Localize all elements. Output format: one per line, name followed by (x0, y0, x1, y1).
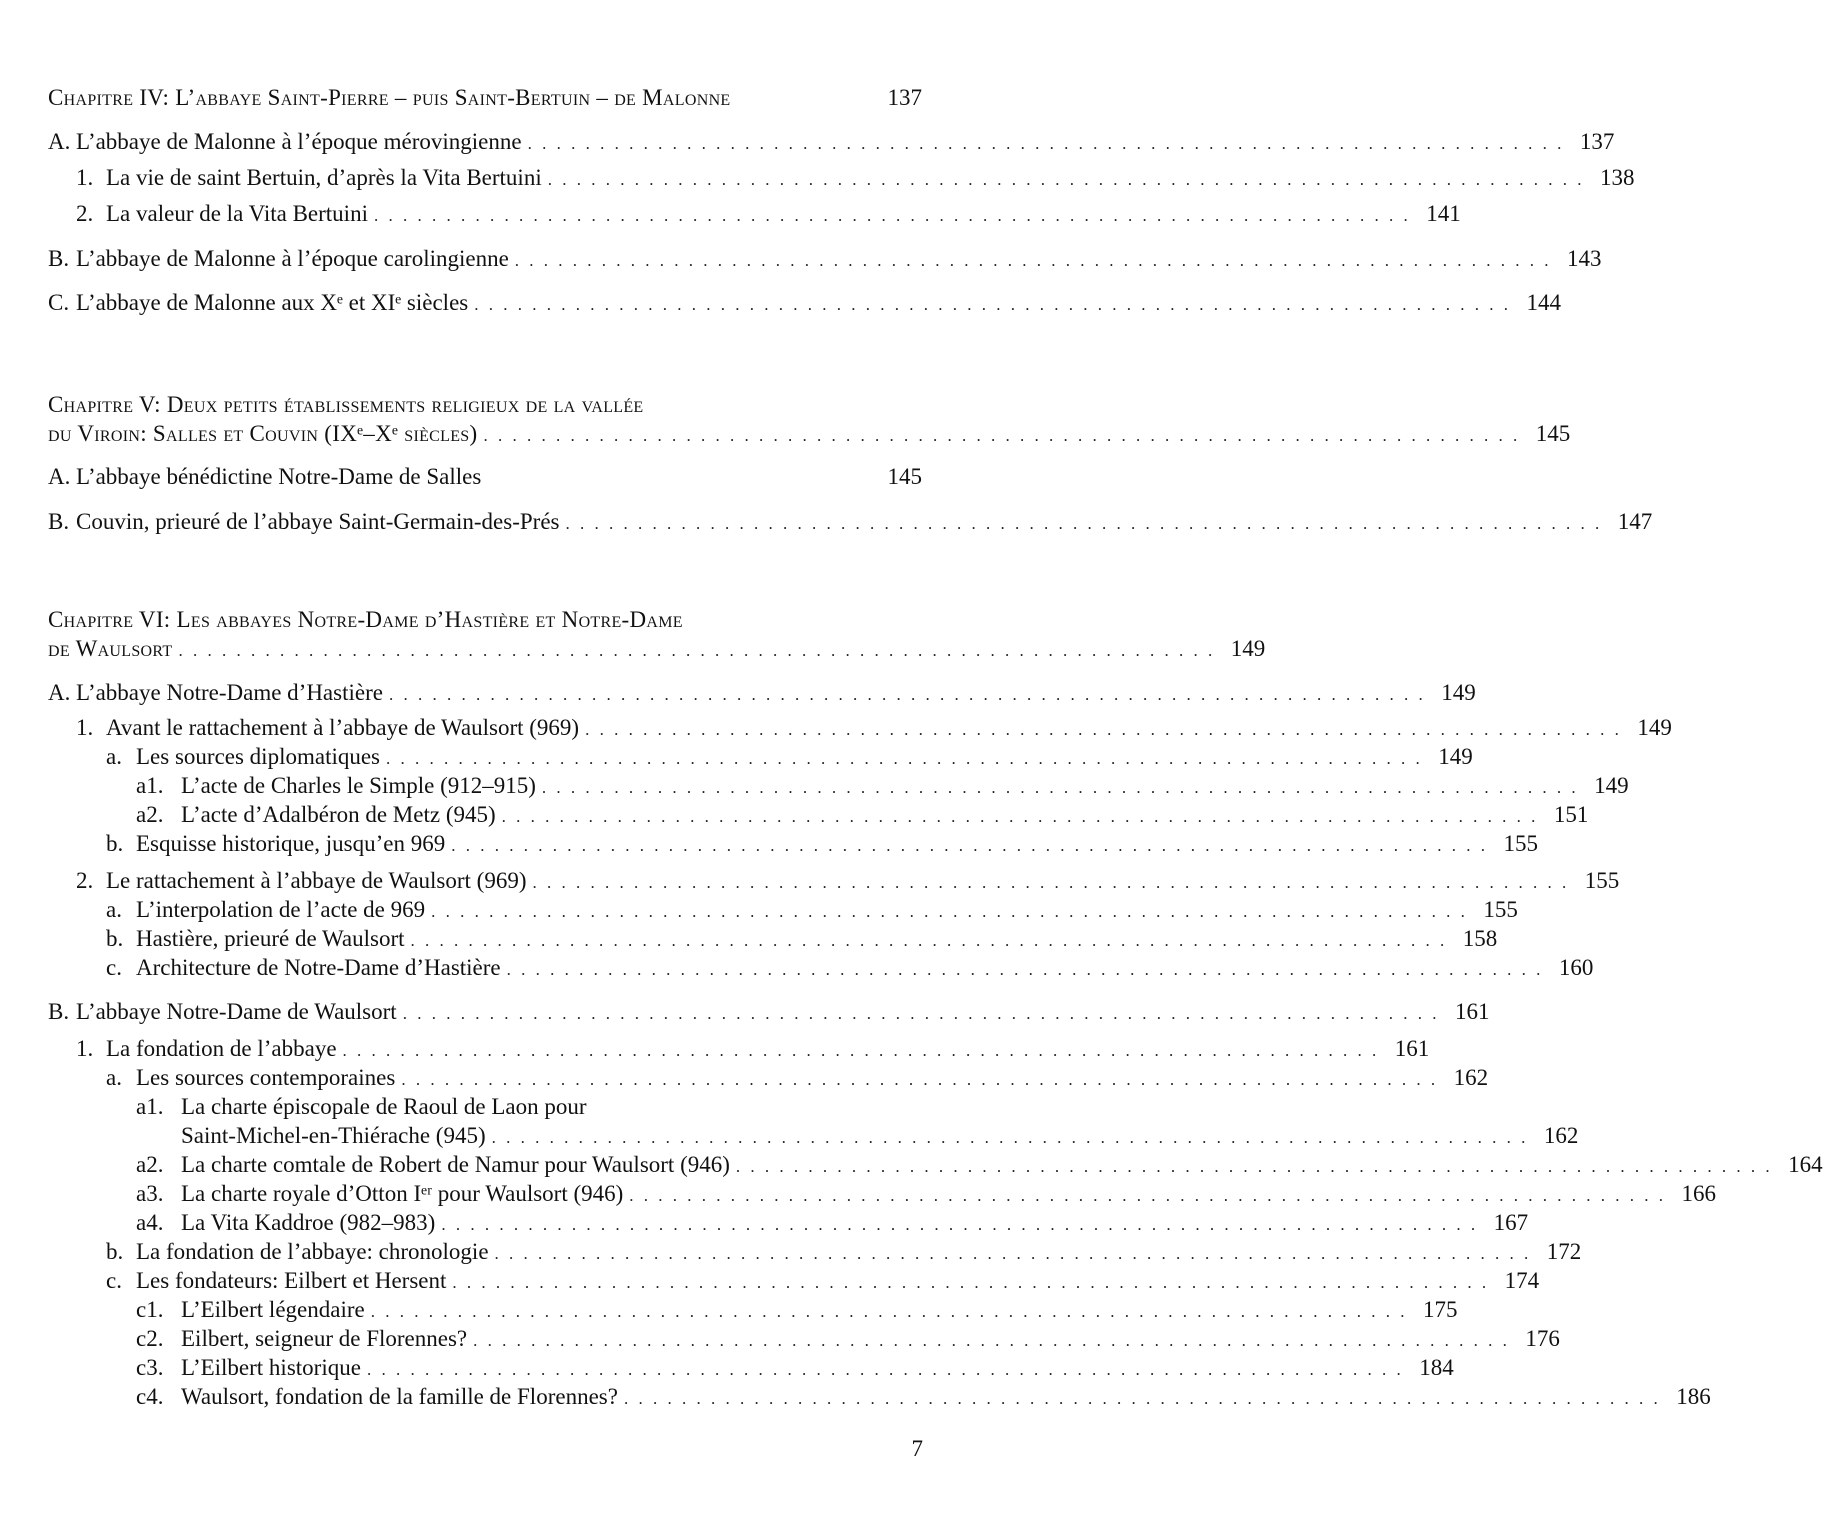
toc-page-number: 144 (1526, 290, 1561, 315)
toc-entry (136, 1295, 1458, 1325)
dot-leader: . . . . . . . . . . . . . . . . . . . . . . . . . . . . . . . . . . . . . . . . . . . . . . . . . . . . . . . . . . . . . . . . . . . . . . . . (473, 1331, 1510, 1350)
toc-entry (136, 1179, 1717, 1209)
toc-entry-title: Le rattachement à l’abbaye de Waulsort (969) (106, 868, 527, 893)
toc-entry-title: L’abbaye Notre-Dame de Waulsort (76, 999, 397, 1024)
toc-chapter-heading (48, 605, 922, 635)
toc-page-number: 138 (1599, 165, 1635, 190)
toc-entry (48, 127, 1615, 157)
toc-entry-label: b. (106, 926, 124, 951)
toc-entry-label: c. (106, 1268, 122, 1293)
toc-entry-title: L’interpolation de l’acte de 969 (136, 897, 426, 922)
dot-leader: . . . . . . . . . . . . . . . . . . . . . . . . . . . . . . . . . . . . . . . . . . . . . . . . . . . . . . . . . . . . . . . . . . . . . . . . (565, 514, 1603, 533)
dot-leader: . . . . . . . . . . . . . . . . . . . . . . . . . . . . . . . . . . . . . . . . . . . . . . . . . . . . . . . . . . . . . . . . . . . . . . . . (501, 807, 1539, 826)
toc-entry-label: 1. (76, 1036, 94, 1061)
toc-page-number: 166 (1681, 1181, 1717, 1206)
toc-page-number: 155 (1503, 831, 1538, 856)
dot-leader: . . . . . . . . . . . . . . . . . . . . . . . . . . . . . . . . . . . . . . . . . . . . . . . . . . . . . . . . . . . . . . . . . . . . . . . . (541, 778, 1579, 797)
toc-page-number: 137 (1579, 129, 1615, 154)
toc-entry-title: La charte épiscopale de Raoul de Laon pour (181, 1094, 587, 1119)
toc-entry (48, 997, 1490, 1027)
toc-chapter-heading (48, 83, 922, 113)
toc-page-number: 160 (1558, 955, 1594, 980)
toc-page-number: 162 (1543, 1123, 1579, 1148)
toc-entry-label: B. (48, 246, 70, 271)
toc-page-number: 137 (887, 85, 922, 110)
toc-entry (76, 866, 1620, 896)
toc-entry-label: a3. (136, 1181, 164, 1206)
toc-entry (106, 742, 1473, 772)
toc-entry (48, 244, 1602, 274)
toc-entry-title: Chapitre IV: L’abbaye Saint-Pierre – puis Saint-Bertuin – de Malonne (48, 85, 731, 110)
toc-entry (106, 953, 1594, 983)
dot-leader: . . . . . . . . . . . . . . . . . . . . . . . . . . . . . . . . . . . . . . . . . . . . . . . . . . . . . . . . . . . . . . . . . . . . . . . . (527, 134, 1565, 153)
toc-entry (136, 1092, 922, 1122)
toc-page-number: 149 (1637, 715, 1672, 740)
dot-leader: . . . . . . . . . . . . . . . . . . . . . . . . . . . . . . . . . . . . . . . . . . . . . . . . . . . . . . . . . . . . . . . . . . . . . . . . (386, 749, 1423, 768)
toc-entry-label: a2. (136, 1152, 164, 1177)
dot-leader: . . . . . . . . . . . . . . . . . . . . . . . . . . . . . . . . . . . . . . . . . . . . . . . . . . . . . . . . . . . . . . . . . . . . . . . . (491, 1128, 1529, 1147)
toc-entry-title: La Vita Kaddroe (982–983) (181, 1210, 436, 1235)
dot-leader: . . . . . . . . . . . . . . . . . . . . . . . . . . . . . . . . . . . . . . . . . . . . . . . . . . . . . . . . . . . . . . . . . . . . . . . . (401, 1070, 1439, 1089)
toc-entry (136, 1208, 1529, 1238)
toc-entry-label: a. (106, 1065, 122, 1090)
dot-leader: . . . . . . . . . . . . . . . . . . . . . . . . . . . . . . . . . . . . . . . . . . . . . . . . . . . . . . . . . . . . . . . . . . . . . . . . (441, 1215, 1479, 1234)
dot-leader: . . . . . . . . . . . . . . . . . . . . . . . . . . . . . . . . . . . . . . . . . . . . . . . . . . . . . . . . . . . . . . . . . . . . . . . . (410, 931, 1448, 950)
toc-entry (48, 462, 922, 492)
toc-entry-label: 1. (76, 165, 94, 190)
dot-leader: . . . . . . . . . . . . . . . . . . . . . . . . . . . . . . . . . . . . . . . . . . . . . . . . . . . . . . . . . . . . . . . . . . . . . . . . (452, 1273, 1490, 1292)
toc-entry-label: C. (48, 290, 70, 315)
dot-leader: . . . . . . . . . . . . . . . . . . . . . . . . . . . . . . . . . . . . . . . . . . . . . . . . . . . . . . . . . . . . . . . . . . . . . . . . (547, 170, 1585, 189)
toc-entry-label: 2. (76, 201, 94, 226)
dot-leader: . . . . . . . . . . . . . . . . . . . . . . . . . . . . . . . . . . . . . . . . . . . . . . . . . . . . . . . . . . . . . . . . . . . . . . . . (514, 251, 1552, 270)
toc-page-number: 161 (1394, 1036, 1430, 1061)
toc-entry-label: 2. (76, 868, 94, 893)
dot-leader: . . . . . . . . . . . . . . . . . . . . . . . . . . . . . . . . . . . . . . . . . . . . . . . . . . . . . . . . . . . . . . . . . . . . . . . . (623, 1389, 1661, 1408)
toc-page-number: 158 (1462, 926, 1498, 951)
toc-entry-label: a1. (136, 773, 164, 798)
toc-page-number: 167 (1493, 1210, 1529, 1235)
toc-page-number: 149 (1438, 744, 1473, 769)
toc-entry-title: Hastière, prieuré de Waulsort (136, 926, 405, 951)
toc-page-number: 184 (1419, 1355, 1454, 1380)
dot-leader: . . . . . . . . . . . . . . . . . . . . . . . . . . . . . . . . . . . . . . . . . . . . . . . . . . . . . . . . . . . . . . . . . . . . . . . . (735, 1157, 1773, 1176)
toc-page-number: 172 (1546, 1239, 1582, 1264)
toc-entry (106, 924, 1498, 954)
toc-entry-title: La charte royale d’Otton Iᵉʳ pour Waulsort (946) (181, 1181, 624, 1206)
toc-entry-title: L’abbaye de Malonne à l’époque carolingienne (76, 246, 509, 271)
toc-entry-title: du Viroin: Salles et Couvin (IXᵉ–Xᵉ siècles) (48, 421, 478, 446)
toc-entry-title: L’abbaye bénédictine Notre-Dame de Salles (76, 464, 482, 489)
toc-entry (76, 199, 1461, 229)
page-number: 7 (911, 1436, 923, 1461)
toc-entry-title: La valeur de la Vita Bertuini (106, 201, 368, 226)
toc-page-number: 186 (1676, 1384, 1711, 1409)
toc-page-number: 151 (1553, 802, 1589, 827)
toc-entry (48, 288, 1561, 318)
toc-page-number: 162 (1453, 1065, 1489, 1090)
toc-entry (106, 1237, 1582, 1267)
toc-page-number: 175 (1422, 1297, 1458, 1322)
toc-chapter-heading (48, 634, 1266, 664)
toc-entry-title: L’acte d’Adalbéron de Metz (945) (181, 802, 496, 827)
toc-chapter-heading (48, 419, 1571, 449)
dot-leader: . . . . . . . . . . . . . . . . . . . . . . . . . . . . . . . . . . . . . . . . . . . . . . . . . . . . . . . . . . . . . . . . . . . . . . . . (402, 1004, 1440, 1023)
toc-entry-label: a2. (136, 802, 164, 827)
toc-entry (106, 1266, 1540, 1296)
toc-entry (181, 1121, 1579, 1151)
toc-entry-title: L’abbaye de Malonne aux Xᵉ et XIᵉ siècles (76, 290, 469, 315)
toc-entry-label: A. (48, 464, 71, 489)
dot-leader: . . . . . . . . . . . . . . . . . . . . . . . . . . . . . . . . . . . . . . . . . . . . . . . . . . . . . . . . . . . . . . . . . . . . . . . . (388, 685, 1426, 704)
dot-leader: . . . . . . . . . . . . . . . . . . . . . . . . . . . . . . . . . . . . . . . . . . . . . . . . . . . . . . . . . . . . . . . . . . . . . . . . (506, 960, 1544, 979)
toc-page-number: 149 (1230, 636, 1266, 661)
toc-entry-title: La fondation de l’abbaye: chronologie (136, 1239, 489, 1264)
toc-entry-title: Avant le rattachement à l’abbaye de Waulsort (969) (106, 715, 580, 740)
toc-entry (106, 895, 1518, 925)
toc-entry-label: A. (48, 680, 71, 705)
toc-entry (76, 1034, 1430, 1064)
toc-entry-title: L’Eilbert historique (181, 1355, 361, 1380)
toc-entry-title: L’Eilbert légendaire (181, 1297, 365, 1322)
dot-leader: . . . . . . . . . . . . . . . . . . . . . . . . . . . . . . . . . . . . . . . . . . . . . . . . . . . . . . . . . . . . . . . . . . . . . . . . (532, 873, 1570, 892)
toc-entry-title: La fondation de l’abbaye (106, 1036, 337, 1061)
dot-leader: . . . . . . . . . . . . . . . . . . . . . . . . . . . . . . . . . . . . . . . . . . . . . . . . . . . . . . . . . . . . . . . . . . . . . . . . (483, 426, 1521, 445)
toc-entry-title: Architecture de Notre-Dame d’Hastière (136, 955, 501, 980)
toc-entry-title: L’abbaye de Malonne à l’époque mérovingienne (76, 129, 522, 154)
toc-entry-title: La vie de saint Bertuin, d’après la Vita Bertuini (106, 165, 542, 190)
toc-entry-title: L’acte de Charles le Simple (912–915) (181, 773, 536, 798)
toc-entry (136, 1324, 1560, 1354)
toc-entry (106, 1063, 1489, 1093)
toc-page-number: 176 (1525, 1326, 1560, 1351)
dot-leader: . . . . . . . . . . . . . . . . . . . . . . . . . . . . . . . . . . . . . . . . . . . . . . . . . . . . . . . . . . . . . . . . . . . . . . . . (629, 1186, 1667, 1205)
toc-entry-label: B. (48, 509, 70, 534)
toc-page-number: 174 (1504, 1268, 1540, 1293)
dot-leader: . . . . . . . . . . . . . . . . . . . . . . . . . . . . . . . . . . . . . . . . . . . . . . . . . . . . . . . . . . . . . . . . . . . . . . . . (431, 902, 1468, 921)
toc-entry-label: b. (106, 831, 124, 856)
dot-leader: . . . . . . . . . . . . . . . . . . . . . . . . . . . . . . . . . . . . . . . . . . . . . . . . . . . . . . . . . . . . . . . . . . . . . . . . (585, 720, 1622, 739)
toc-entry-label: A. (48, 129, 71, 154)
toc-entry-title: Les sources diplomatiques (136, 744, 381, 769)
toc-entry-title: Eilbert, seigneur de Florennes? (181, 1326, 468, 1351)
toc-entry-title: Saint-Michel-en-Thiérache (945) (181, 1123, 486, 1148)
dot-leader: . . . . . . . . . . . . . . . . . . . . . . . . . . . . . . . . . . . . . . . . . . . . . . . . . . . . . . . . . . . . . . . . . . . . . . . . (370, 1302, 1408, 1321)
toc-entry (76, 163, 1635, 193)
toc-entry-title: Chapitre V: Deux petits établissements religieux de la vallée (48, 392, 644, 417)
toc-entry-label: b. (106, 1239, 124, 1264)
toc-entry-label: c. (106, 955, 122, 980)
dot-leader: . . . . . . . . . . . . . . . . . . . . . . . . . . . . . . . . . . . . . . . . . . . . . . . . . . . . . . . . . . . . . . . . . . . . . . . . (342, 1041, 1380, 1060)
dot-leader: . . . . . . . . . . . . . . . . . . . . . . . . . . . . . . . . . . . . . . . . . . . . . . . . . . . . . . . . . . . . . . . . . . . . . . . . (366, 1360, 1404, 1379)
toc-page-number: 161 (1454, 999, 1490, 1024)
toc-entry-label: B. (48, 999, 70, 1024)
toc-entry-title: Esquisse historique, jusqu’en 969 (136, 831, 446, 856)
dot-leader: . . . . . . . . . . . . . . . . . . . . . . . . . . . . . . . . . . . . . . . . . . . . . . . . . . . . . . . . . . . . . . . . . . . . . . . . (178, 641, 1216, 660)
toc-page-number: 155 (1584, 868, 1620, 893)
toc-entry (136, 1353, 1454, 1383)
toc-entry (48, 678, 1476, 708)
toc-entry-title: Les fondateurs: Eilbert et Hersent (136, 1268, 447, 1293)
toc-entry-label: c3. (136, 1355, 164, 1380)
toc-entry-title: Couvin, prieuré de l’abbaye Saint-Germain-des-Prés (76, 509, 560, 534)
toc-entry-title: L’abbaye Notre-Dame d’Hastière (76, 680, 383, 705)
dot-leader: . . . . . . . . . . . . . . . . . . . . . . . . . . . . . . . . . . . . . . . . . . . . . . . . . . . . . . . . . . . . . . . . . . . . . . . . (494, 1244, 1532, 1263)
toc-page-number: 155 (1483, 897, 1518, 922)
toc-entry (136, 771, 1629, 801)
toc-entry-label: 1. (76, 715, 94, 740)
toc-entry-label: c2. (136, 1326, 164, 1351)
toc-entry (136, 800, 1589, 830)
toc-entry (48, 507, 1653, 537)
toc-page-number: 145 (887, 464, 922, 489)
toc-entry-title: Waulsort, fondation de la famille de Florennes? (181, 1384, 618, 1409)
toc-entry (136, 1382, 1711, 1412)
toc-entry-title: La charte comtale de Robert de Namur pour Waulsort (946) (181, 1152, 730, 1177)
toc-page-number: 164 (1788, 1152, 1823, 1177)
toc-entry-label: a. (106, 897, 122, 922)
toc-entry-label: a1. (136, 1094, 164, 1119)
toc-chapter-heading (48, 390, 922, 420)
toc-entry-label: c4. (136, 1384, 164, 1409)
toc-page-number: 149 (1594, 773, 1629, 798)
toc-entry-title: de Waulsort (48, 636, 173, 661)
toc-page-number: 149 (1441, 680, 1476, 705)
toc-entry-label: a. (106, 744, 122, 769)
toc-entry-title: Les sources contemporaines (136, 1065, 396, 1090)
toc-page-number: 143 (1567, 246, 1602, 271)
toc-entry-label: c1. (136, 1297, 164, 1322)
toc-page-number: 141 (1426, 201, 1461, 226)
toc-entry (76, 713, 1672, 743)
dot-leader: . . . . . . . . . . . . . . . . . . . . . . . . . . . . . . . . . . . . . . . . . . . . . . . . . . . . . . . . . . . . . . . . . . . . . . . . (373, 206, 1411, 225)
toc-page-number: 145 (1535, 421, 1571, 446)
toc-page-number: 147 (1617, 509, 1653, 534)
toc-entry (136, 1150, 1823, 1180)
toc-entry-title: Chapitre VI: Les abbayes Notre-Dame d’Hastière et Notre-Dame (48, 607, 683, 632)
toc-entry-label: a4. (136, 1210, 164, 1235)
dot-leader: . . . . . . . . . . . . . . . . . . . . . . . . . . . . . . . . . . . . . . . . . . . . . . . . . . . . . . . . . . . . . . . . . . . . . . . . (474, 295, 1511, 314)
dot-leader: . . . . . . . . . . . . . . . . . . . . . . . . . . . . . . . . . . . . . . . . . . . . . . . . . . . . . . . . . . . . . . . . . . . . . . . . (451, 836, 1488, 855)
toc-entry (106, 829, 1538, 859)
